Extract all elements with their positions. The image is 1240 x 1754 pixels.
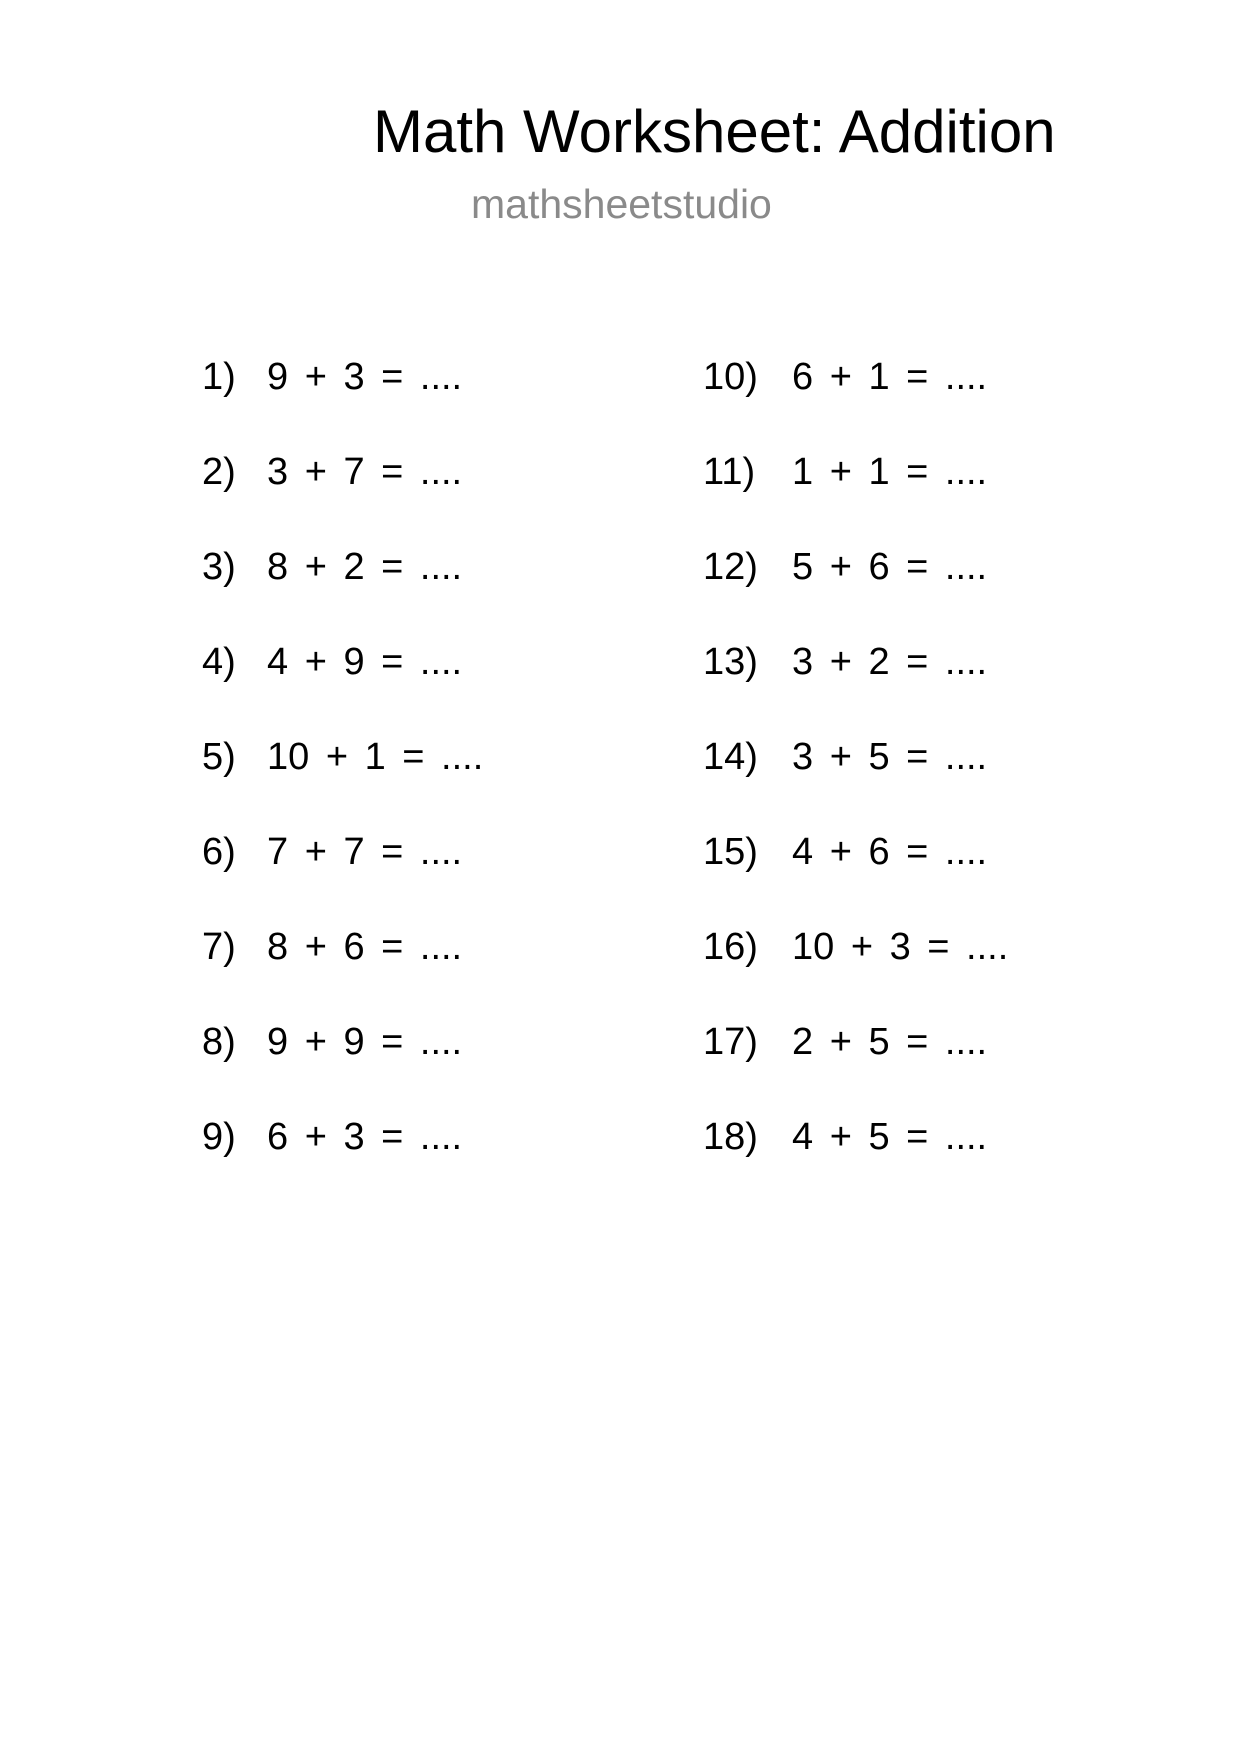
problem-number: 1) — [202, 356, 236, 398]
problem-number: 13) — [703, 641, 758, 683]
problem-expression: 3 + 2 = .... — [792, 641, 988, 683]
problem-expression: 8 + 2 = .... — [267, 546, 463, 588]
worksheet-title: Math Worksheet: Addition — [373, 98, 1056, 165]
problem-expression: 8 + 6 = .... — [267, 926, 463, 968]
problem-expression: 1 + 1 = .... — [792, 451, 988, 493]
problem-number: 14) — [703, 736, 758, 778]
problem-expression: 9 + 9 = .... — [267, 1021, 463, 1063]
problem-number: 10) — [703, 356, 758, 398]
problem-expression: 7 + 7 = .... — [267, 831, 463, 873]
problem-expression: 4 + 5 = .... — [792, 1116, 988, 1158]
problem-number: 9) — [202, 1116, 236, 1158]
worksheet-subtitle: mathsheetstudio — [471, 181, 772, 227]
problem-expression: 6 + 3 = .... — [267, 1116, 463, 1158]
problem-number: 12) — [703, 546, 758, 588]
problem-expression: 10 + 3 = .... — [792, 926, 1009, 968]
problem-number: 6) — [202, 831, 236, 873]
problem-expression: 9 + 3 = .... — [267, 356, 463, 398]
problem-number: 4) — [202, 641, 236, 683]
problem-number: 16) — [703, 926, 758, 968]
problem-expression: 3 + 5 = .... — [792, 736, 988, 778]
problem-number: 11) — [703, 451, 756, 493]
problem-number: 8) — [202, 1021, 236, 1063]
problem-expression: 2 + 5 = .... — [792, 1021, 988, 1063]
problem-expression: 10 + 1 = .... — [267, 736, 484, 778]
problem-number: 15) — [703, 831, 758, 873]
problem-expression: 6 + 1 = .... — [792, 356, 988, 398]
problem-number: 18) — [703, 1116, 758, 1158]
problem-expression: 3 + 7 = .... — [267, 451, 463, 493]
problem-number: 2) — [202, 451, 236, 493]
problem-expression: 4 + 6 = .... — [792, 831, 988, 873]
problem-number: 17) — [703, 1021, 758, 1063]
problem-number: 5) — [202, 736, 236, 778]
problem-number: 7) — [202, 926, 236, 968]
problem-expression: 4 + 9 = .... — [267, 641, 463, 683]
problem-number: 3) — [202, 546, 236, 588]
problem-expression: 5 + 6 = .... — [792, 546, 988, 588]
